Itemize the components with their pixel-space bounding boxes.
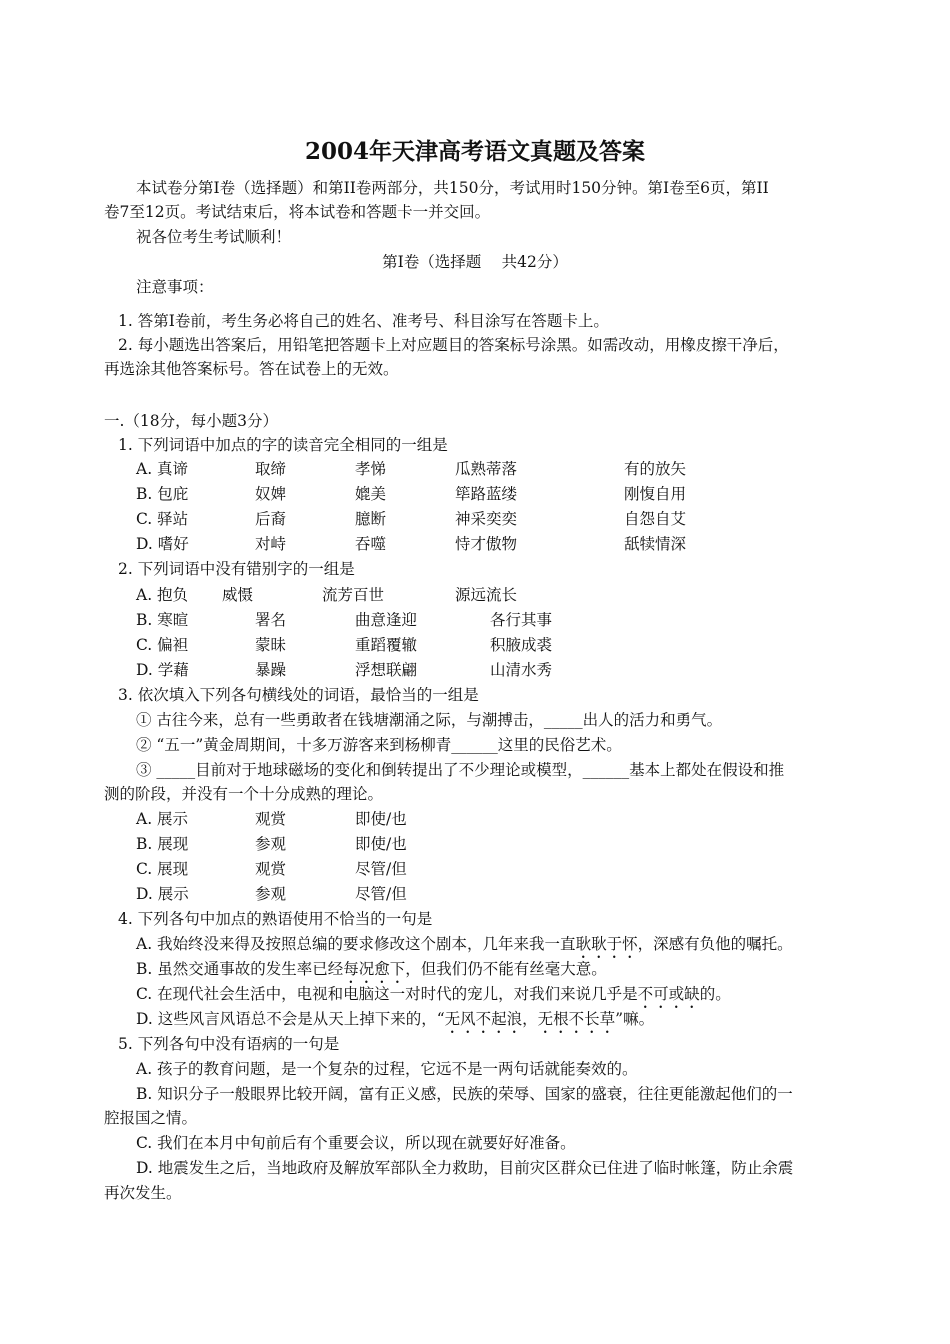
q1-option-d: D. 嗜好 [136, 535, 189, 553]
q3-sentence-3: ③ _____目前对于地球磁场的变化和倒转提出了不少理论或模型，______基本上都处在假设和推 [136, 761, 785, 779]
q4-option-a [136, 934, 793, 962]
q1-b-word-4: 筚路蓝缕 [455, 485, 518, 503]
q3-c-word-2: 观赏 [255, 860, 287, 878]
q1-d-word-3: 吞噬 [355, 535, 387, 553]
q1-option-a [136, 459, 188, 479]
q1-b-word-5: 刚愎自用 [624, 485, 687, 503]
q2-a-word-3: 流芳百世 [322, 586, 385, 604]
q1-d-word-5: 舐犊情深 [624, 535, 687, 553]
q2-d-word-4: 山清水秀 [490, 661, 553, 679]
q5-option-b-cont: 腔报国之情。 [104, 1109, 198, 1127]
q1-c-word-3: 臆断 [355, 510, 387, 528]
q3-d-word-3: 尽管/但 [355, 885, 407, 903]
q3-d-word-2: 参观 [255, 885, 287, 903]
q1-a-label: A. 真谛 [136, 460, 189, 478]
part1-heading: 第I卷（选择题 共42分） [382, 253, 568, 271]
question-4-stem: 4. 下列各句中加点的熟语使用不恰当的一句是 [118, 910, 433, 928]
q3-option-d: D. 展示 [136, 885, 189, 903]
q5-option-a: A. 孩子的教育问题，是一个复杂的过程，它远不是一两句话就能奏效的。 [136, 1060, 638, 1078]
q4-option-d [136, 1009, 654, 1037]
q5-option-d-cont: 再次发生。 [104, 1184, 182, 1202]
page-title: 2004年天津高考语文真题及答案 [304, 138, 645, 165]
q2-d-word-2: 暴躁 [255, 661, 287, 679]
q3-option-c: C. 展现 [136, 860, 189, 878]
notes-item-2: 2. 每小题选出答案后，用铅笔把答题卡上对应题目的答案标号涂黑。如需改动，用橡皮擦干净后， [118, 336, 789, 354]
q4-option-b [136, 959, 607, 987]
q1-b-word-2: 奴婢 [255, 485, 287, 503]
question-3-stem: 3. 依次填入下列各句横线处的词语，最恰当的一组是 [118, 686, 479, 704]
q1-a-word-4: 瓜熟蒂落 [455, 460, 518, 478]
q4-c-text: C. 在现代社会生活中，电视和电脑这一对时代的宠儿，对我们来说几乎是 [136, 985, 638, 1003]
q3-a-word-3: 即使/也 [355, 810, 407, 828]
question-1-stem: 1. 下列词语中加点的字的读音完全相同的一组是 [118, 436, 448, 454]
q3-c-word-3: 尽管/但 [355, 860, 407, 878]
q1-c-word-2: 后裔 [255, 510, 287, 528]
intro-line-2: 卷7至12页。考试结束后，将本试卷和答题卡一并交回。 [104, 203, 491, 221]
q5-option-b: B. 知识分子一般眼界比较开阔，富有正义感，民族的荣辱、国家的盛衰，往往更能激起他们的一 [136, 1085, 793, 1103]
q3-option-a: A. 展示 [136, 810, 189, 828]
q4-b-text-end: ，但我们仍不能有丝毫大意。 [405, 960, 607, 978]
question-2-stem: 2. 下列词语中没有错别字的一组是 [118, 560, 355, 578]
q2-c-word-4: 积腋成裘 [490, 636, 553, 654]
q4-c-text-end: 的。 [699, 985, 731, 1003]
q2-d-word-3: 浮想联翩 [355, 661, 418, 679]
intro-wish: 祝各位考生考试顺利！ [136, 228, 292, 246]
question-5-stem: 5. 下列各句中没有语病的一句是 [118, 1035, 340, 1053]
q1-d-word-4: 恃才傲物 [455, 535, 518, 553]
q3-sentence-2: ② “五一”黄金周期间，十多万游客来到杨柳青______这里的民俗艺术。 [136, 736, 622, 754]
q2-option-b: B. 寒暄 [136, 611, 189, 629]
notes-item-2-cont: 再选涂其他答案标号。答在试卷上的无效。 [104, 360, 399, 378]
q3-b-word-2: 参观 [255, 835, 287, 853]
intro-line-1: 本试卷分第I卷（选择题）和第II卷两部分，共150分，考试用时150分钟。第I卷至6页，第II [136, 179, 769, 197]
q4-d-text-end: ”嘛。 [615, 1010, 655, 1028]
q2-option-c: C. 偏袒 [136, 636, 189, 654]
q3-sentence-3-cont: 测的阶段，并没有一个十分成熟的理论。 [104, 785, 384, 803]
notes-item-1: 1. 答第I卷前，考生务必将自己的姓名、准考号、科目涂写在答题卡上。 [118, 312, 609, 330]
q4-c-idiom: 不可或缺 [637, 985, 700, 1003]
q1-option-c: C. 驿站 [136, 510, 189, 528]
q3-sentence-1: ① 古往今来，总有一些勇敢者在钱塘潮涌之际，与潮搏击，_____出人的活力和勇气。 [136, 711, 723, 729]
q4-d-idiom: 无风不起浪，无根不长草 [444, 1010, 616, 1028]
q4-a-text: A. 我始终没来得及按照总编的要求修改这个剧本，几年来我一直 [136, 935, 576, 953]
q3-a-word-2: 观赏 [255, 810, 287, 828]
q1-a-word-3: 孝悌 [355, 460, 387, 478]
notes-heading: 注意事项： [136, 278, 214, 296]
q4-a-text-end: ，深感有负他的嘱托。 [637, 935, 793, 953]
q2-b-word-3: 曲意逢迎 [355, 611, 418, 629]
q2-b-word-4: 各行其事 [490, 611, 553, 629]
q1-c-word-5: 自怨自艾 [624, 510, 687, 528]
q3-option-b: B. 展现 [136, 835, 189, 853]
q2-a-word-4: 源远流长 [455, 586, 518, 604]
q5-option-c: C. 我们在本月中旬前后有个重要会议，所以现在就要好好准备。 [136, 1134, 576, 1152]
q4-b-idiom: 每况愈下 [343, 960, 406, 978]
q1-a-word-5: 有的放矢 [624, 460, 687, 478]
q4-d-text: D. 这些风言风语总不会是从天上掉下来的，“ [136, 1010, 445, 1028]
q1-option-b: B. 包庇 [136, 485, 189, 503]
q4-b-text: B. 虽然交通事故的发生率已经 [136, 960, 344, 978]
q1-b-word-3: 媲美 [355, 485, 387, 503]
q3-b-word-3: 即使/也 [355, 835, 407, 853]
q4-option-c [136, 984, 731, 1012]
q4-a-idiom: 耿耿于怀 [575, 935, 638, 953]
section-1-heading: 一.（18分，每小题3分） [104, 412, 279, 430]
q2-c-word-3: 重蹈覆辙 [355, 636, 418, 654]
q2-a-word-2: 威慑 [222, 586, 254, 604]
q5-option-d: D. 地震发生之后，当地政府及解放军部队全力救助，目前灾区群众已住进了临时帐篷，防止余震 [136, 1159, 794, 1177]
q2-c-word-2: 蒙昧 [255, 636, 287, 654]
q1-a-word-2: 取缔 [255, 460, 287, 478]
q1-d-word-2: 对峙 [255, 535, 287, 553]
q2-b-word-2: 署名 [255, 611, 287, 629]
q2-option-d: D. 学藉 [136, 661, 189, 679]
q1-c-word-4: 神采奕奕 [455, 510, 518, 528]
q2-option-a: A. 抱负 [136, 586, 189, 604]
